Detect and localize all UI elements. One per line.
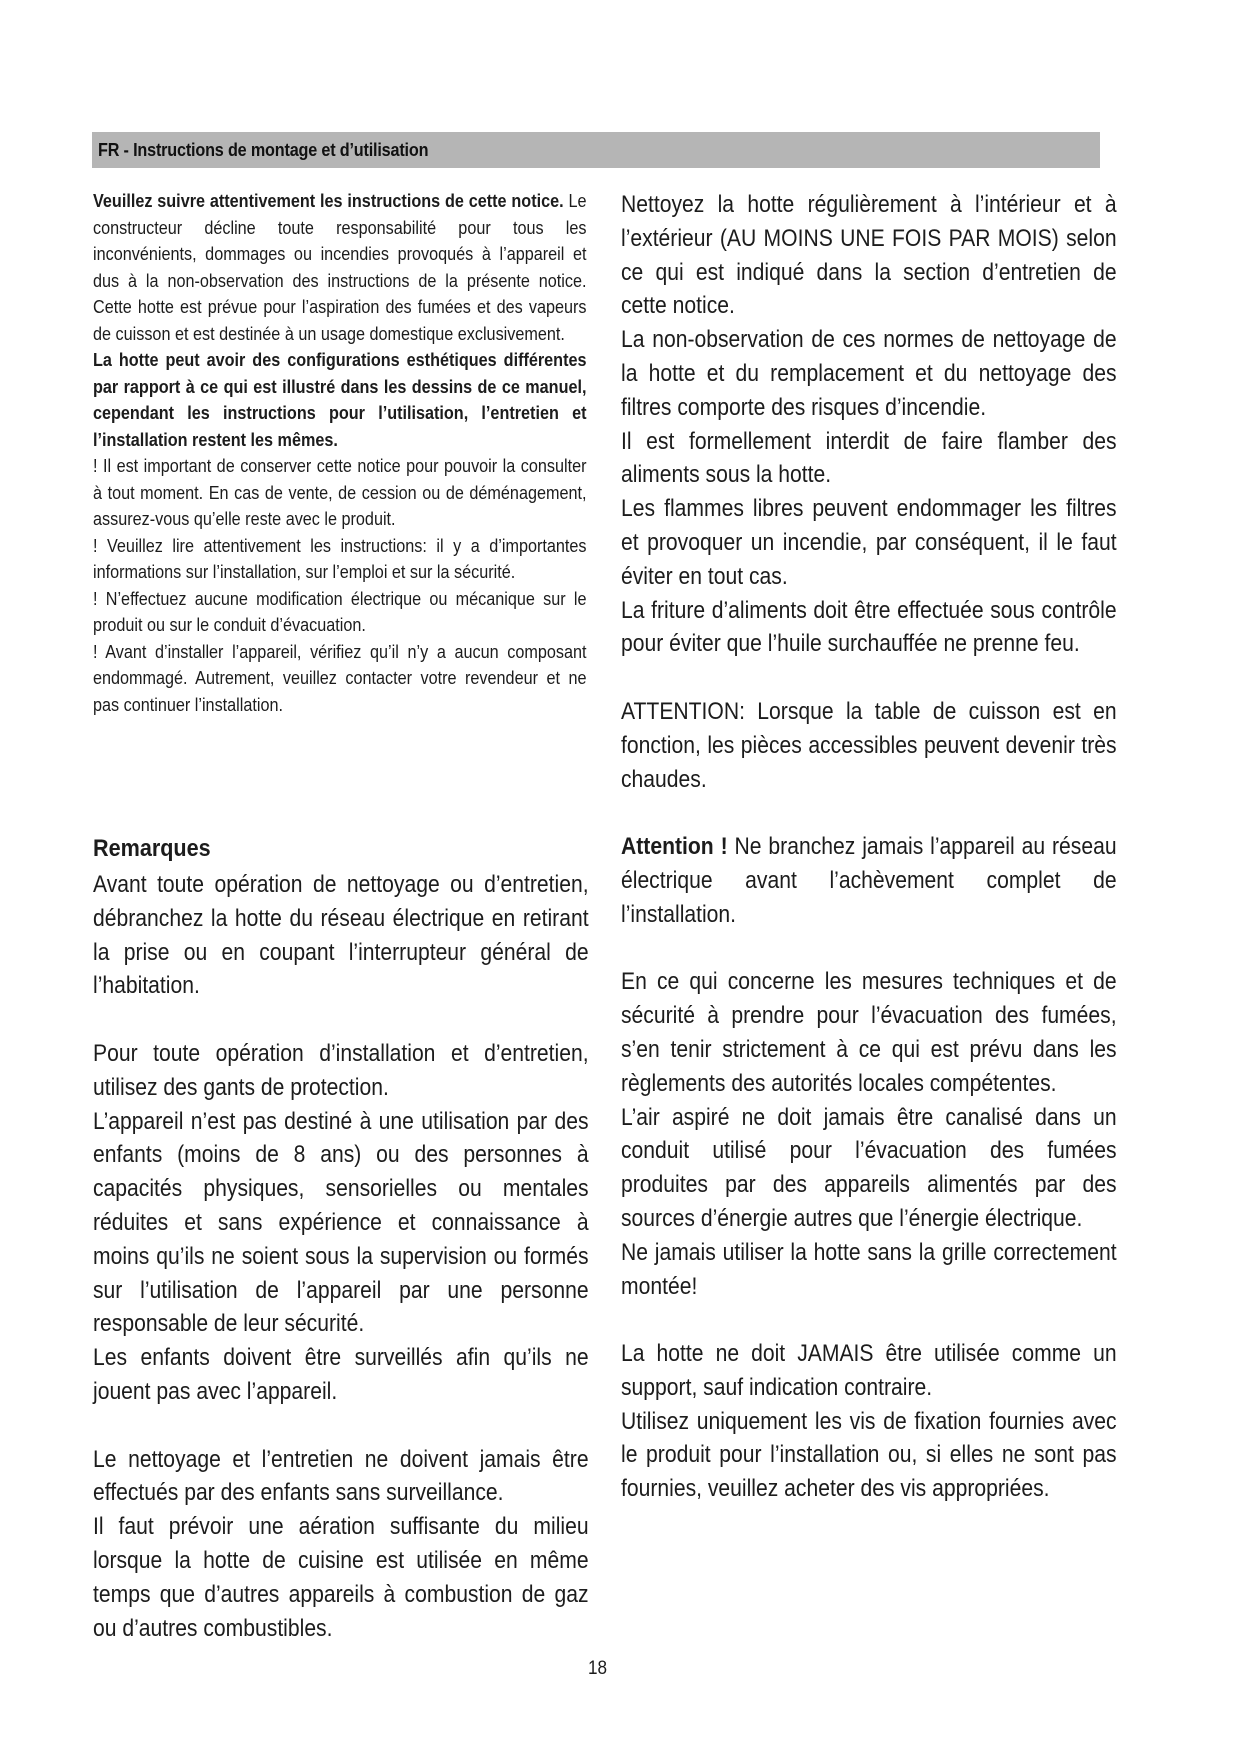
remarques-paragraph-4: Les enfants doivent être surveillés afin qu’ils ne jouent pas avec l’appareil.	[93, 1344, 589, 1405]
paragraph-spacer	[621, 661, 1117, 695]
paragraph-spacer	[621, 932, 1117, 966]
intro-paragraph-3: ! Il est important de conserver cette notice pour pouvoir la consulter à tout moment. En cas de vente, de cession ou de déménagement, assurez-vous qu’elle reste avec le produit.	[93, 456, 587, 529]
paragraph-spacer	[93, 1003, 589, 1037]
intro-p1-bold: Veuillez suivre attentivement les instructions de cette notice.	[93, 191, 564, 211]
right-paragraph-6: ATTENTION: Lorsque la table de cuisson est en fonction, les pièces accessibles peuvent devenir très chaudes.	[621, 697, 1117, 793]
intro-p1-rest: Le constructeur décline toute responsabilité pour tous les inconvénients, dommages ou incendies provoqués à l’appareil et dus à la non-observation des instructions de la présente notice. Cette hotte est prévue pour l’aspiration des fumées et des vapeurs de cuisson et est destinée à un usage domestique exclusivement.	[93, 191, 587, 344]
intro-text-block	[93, 188, 586, 718]
remarques-paragraph-3: L’appareil n’est pas destiné à une utilisation par des enfants (moins de 8 ans) ou des personnes à capacités physiques, sensorielles ou mentales réduites et sans expérience et connaissance à moins qu’ils ne soient sous la supervision ou formés sur l’utilisation de l’appareil par une personne responsable de leur sécurité.	[93, 1107, 589, 1338]
remarques-paragraph-1: Avant toute opération de nettoyage ou d’entretien, débranchez la hotte du réseau électrique en retirant la prise ou en coupant l’interrupteur général de l’habitation.	[93, 871, 589, 1000]
right-paragraph-8: En ce qui concerne les mesures techniques et de sécurité à prendre pour l’évacuation des fumées, s’en tenir strictement à ce qui est prévu dans les règlements des autorités locales compétentes.	[621, 968, 1117, 1097]
intro-paragraph-1	[93, 188, 586, 347]
page-number: 18	[588, 1658, 608, 1679]
right-paragraph-7	[621, 830, 1117, 931]
remarques-heading: Remarques	[93, 835, 211, 862]
attention-rest: Ne branchez jamais l’appareil au réseau électrique avant l’achèvement complet de l’installation.	[621, 833, 1117, 928]
section-header-bar	[92, 132, 1100, 168]
intro-paragraph-6: ! Avant d’installer l’appareil, vérifiez qu’il n’y a aucun composant endommagé. Autrement, veuillez contacter votre revendeur et ne pas continuer l’installation.	[93, 641, 587, 715]
right-paragraph-5: La friture d’aliments doit être effectuée sous contrôle pour éviter que l’huile surchauffée ne prenne feu.	[621, 596, 1117, 658]
right-paragraph-10: Ne jamais utiliser la hotte sans la grille correctement montée!	[621, 1238, 1117, 1300]
remarques-paragraph-6: Il faut prévoir une aération suffisante du milieu lorsque la hotte de cuisine est utilisée en même temps que d’autres appareils à combustion de gaz ou d’autres combustibles.	[93, 1513, 589, 1642]
intro-paragraph-4: ! Veuillez lire attentivement les instructions: il y a d’importantes informations sur l’installation, sur l’emploi et sur la sécurité.	[93, 535, 587, 582]
paragraph-spacer	[621, 796, 1117, 830]
right-text-block	[621, 188, 1117, 1506]
right-paragraph-12: Utilisez uniquement les vis de fixation fournies avec le produit pour l’installation ou, si elles ne sont pas fournies, veuillez acheter des vis appropriées.	[621, 1407, 1117, 1503]
right-paragraph-3: Il est formellement interdit de faire flamber des aliments sous la hotte.	[621, 427, 1117, 489]
attention-bold: Attention !	[621, 833, 728, 861]
intro-p2-bold: La hotte peut avoir des configurations esthétiques différentes par rapport à ce qui est illustré dans les dessins de ce manuel, cependant les instructions pour l’utilisation, l’entretien et l’installation restent les mêmes.	[93, 350, 587, 450]
intro-paragraph-2	[93, 347, 586, 453]
right-column	[621, 188, 1115, 1506]
paragraph-spacer	[621, 1303, 1117, 1337]
right-paragraph-9: L’air aspiré ne doit jamais être canalisé dans un conduit utilisé pour l’évacuation des fumées produites par des appareils alimentés par des sources d’énergie autres que l’énergie électrique.	[621, 1103, 1117, 1232]
right-paragraph-4: Les flammes libres peuvent endommager les filtres et provoquer un incendie, par conséquent, il le faut éviter en tout cas.	[621, 495, 1117, 590]
right-paragraph-1: Nettoyez la hotte régulièrement à l’intérieur et à l’extérieur (AU MOINS UNE FOIS PAR MOIS) selon ce qui est indiqué dans la section d’entretien de cette notice.	[621, 191, 1117, 320]
right-paragraph-11: La hotte ne doit JAMAIS être utilisée comme un support, sauf indication contraire.	[621, 1340, 1117, 1401]
remarques-paragraph-5: Le nettoyage et l’entretien ne doivent jamais être effectués par des enfants sans surveillance.	[93, 1445, 589, 1507]
left-column-remarques	[93, 868, 587, 1645]
right-paragraph-2: La non-observation de ces normes de nettoyage de la hotte et du remplacement et du nettoyage des filtres comporte des risques d’incendie.	[621, 326, 1117, 421]
section-header-title: FR - Instructions de montage et d’utilisation	[98, 140, 429, 160]
left-column-intro	[93, 188, 587, 718]
intro-paragraph-5: ! N’effectuez aucune modification électrique ou mécanique sur le produit ou sur le conduit d’évacuation.	[93, 588, 587, 635]
paragraph-spacer	[93, 1409, 589, 1443]
remarques-text-block	[93, 868, 589, 1645]
remarques-paragraph-2: Pour toute opération d’installation et d’entretien, utilisez des gants de protection.	[93, 1039, 589, 1101]
